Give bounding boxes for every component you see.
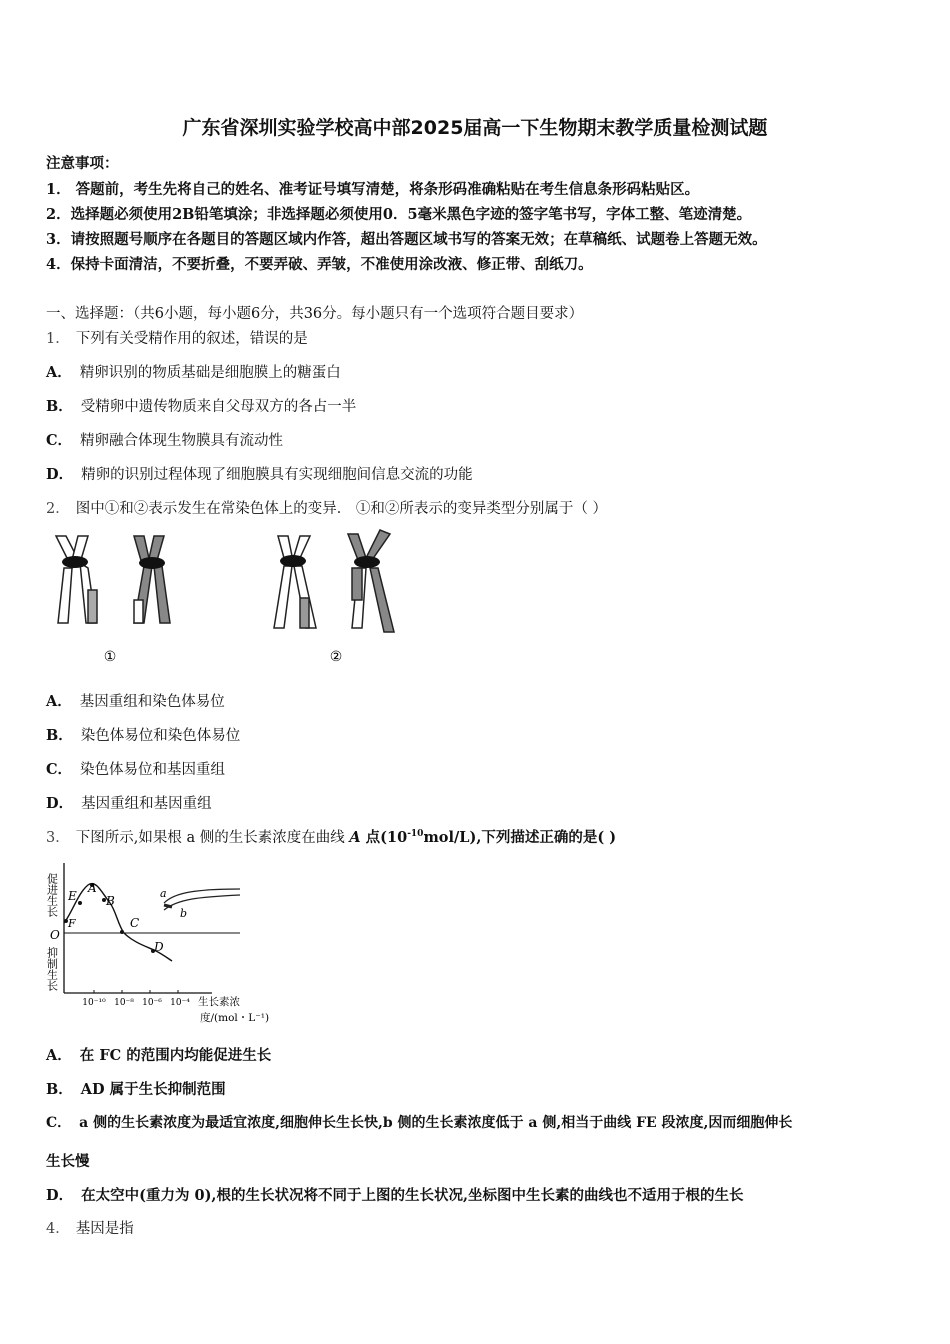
question-2-option-a: A． 基因重组和染色体易位 (46, 693, 225, 710)
x-tick: 10⁻⁸ (114, 998, 134, 1008)
figure-label-1: ① (103, 649, 117, 665)
centromere-1a (62, 556, 88, 568)
page-title: 广东省深圳实验学校高中部2025届高一下生物期末教学质量检测试题 (182, 117, 768, 139)
question-2-option-d: D． 基因重组和基因重组 (46, 795, 212, 812)
question-3-option-d: D． 在太空中(重力为 0),根的生长状况将不同于上图的生长状况,坐标图中生长素的曲线也不适用于根的生长 (46, 1187, 744, 1204)
question-1-stem (46, 327, 308, 348)
question-1-option-b: B． 受精卵中遗传物质来自父母双方的各占一半 (46, 398, 357, 415)
notice-item: 1． 答题前，考生先将自己的姓名、准考证号填写清楚，将条形码准确粘贴在考生信息条形码粘贴区。 (46, 181, 700, 198)
question-text: 下列有关受精作用的叙述，错误的是 (75, 331, 308, 347)
point-label-e: E (68, 889, 77, 903)
section-heading: 一、选择题：（共6小题，每小题6分，共36分。每小题只有一个选项符合题目要求） (46, 306, 584, 322)
question-2-stem: 2． 图中①和②表示发生在常染色体上的变异． ①和②所表示的变异类型分别属于（ ） (46, 501, 607, 517)
question-1-option-d: D． 精卵的识别过程体现了细胞膜具有实现细胞间信息交流的功能 (46, 466, 473, 483)
notice-item: 2．选择题必须使用2B铅笔填涂；非选择题必须使用0．5毫米黑色字迹的签字笔书写，字体工整、笔迹清楚。 (46, 206, 752, 223)
question-4-stem: 4． 基因是指 (46, 1221, 134, 1237)
centromere-2a (280, 555, 306, 567)
question-1-option-c: C． 精卵融合体现生物膜具有流动性 (46, 432, 284, 449)
question-number: 1． (46, 331, 70, 347)
point-label-f: F (68, 917, 76, 930)
figure-label-2: ② (329, 649, 343, 665)
point-label-a: A (88, 881, 97, 895)
x-label-line1: 生长素浓 (198, 996, 240, 1008)
point-label-b: B (106, 894, 115, 908)
chromosome-pair-2-left (274, 536, 316, 628)
centromere-2b (354, 556, 380, 568)
inset-label-b: b (180, 907, 188, 920)
x-tick: 10⁻¹⁰ (82, 998, 106, 1008)
x-label-line2: 度/(mol・L⁻¹) (200, 1012, 270, 1024)
notice-item: 4．保持卡面清洁，不要折叠，不要弄破、弄皱，不准使用涂改液、修正带、刮纸刀。 (46, 256, 593, 273)
point-label-c: C (130, 916, 140, 930)
notice-item: 3．请按照题号顺序在各题目的答题区域内作答，超出答题区域书写的答案无效；在草稿纸、试题卷上答题无效。 (46, 231, 767, 248)
point-label-d: D (154, 940, 164, 954)
question-3-option-c-continued: 生长慢 (46, 1153, 90, 1170)
question-3-option-b: B． AD 属于生长抑制范围 (46, 1081, 226, 1098)
question-3-option-a: A． 在 FC 的范围内均能促进生长 (46, 1047, 272, 1064)
notice-heading: 注意事项： (46, 155, 119, 172)
centromere-1b (139, 557, 165, 569)
question-1-option-a: A． 精卵识别的物质基础是细胞膜上的糖蛋白 (46, 364, 341, 381)
question-3-option-c: C． a 侧的生长素浓度为最适宜浓度,细胞伸长生长快,b 侧的生长素浓度低于 a 侧,相当于曲线 FE 段浓度,因而细胞伸长 (46, 1115, 793, 1131)
question-3-stem: 3． 下图所示,如果根 a 侧的生长素浓度在曲线 A 点$(10^{-10}mol/L)$,下列描述正确的是( ) (46, 829, 617, 846)
chromosome-pair-2-right (348, 530, 394, 632)
x-tick: 10⁻⁶ (142, 998, 162, 1008)
chromosome-pair-1-left (56, 536, 97, 623)
root-inset (160, 887, 240, 920)
chromosome-pair-1-right (134, 536, 170, 623)
auxin-chart (44, 853, 284, 1031)
y-label-promote: 促进生长 (45, 873, 59, 917)
x-tick: 10⁻⁴ (170, 998, 190, 1008)
chromosome-figure (44, 528, 404, 668)
inset-label-a: a (160, 887, 167, 900)
question-2-option-c: C． 染色体易位和基因重组 (46, 761, 226, 778)
point-label-origin: O (50, 928, 60, 942)
question-2-option-b: B． 染色体易位和染色体易位 (46, 727, 241, 744)
y-label-inhibit: 抑制生长 (45, 947, 59, 991)
